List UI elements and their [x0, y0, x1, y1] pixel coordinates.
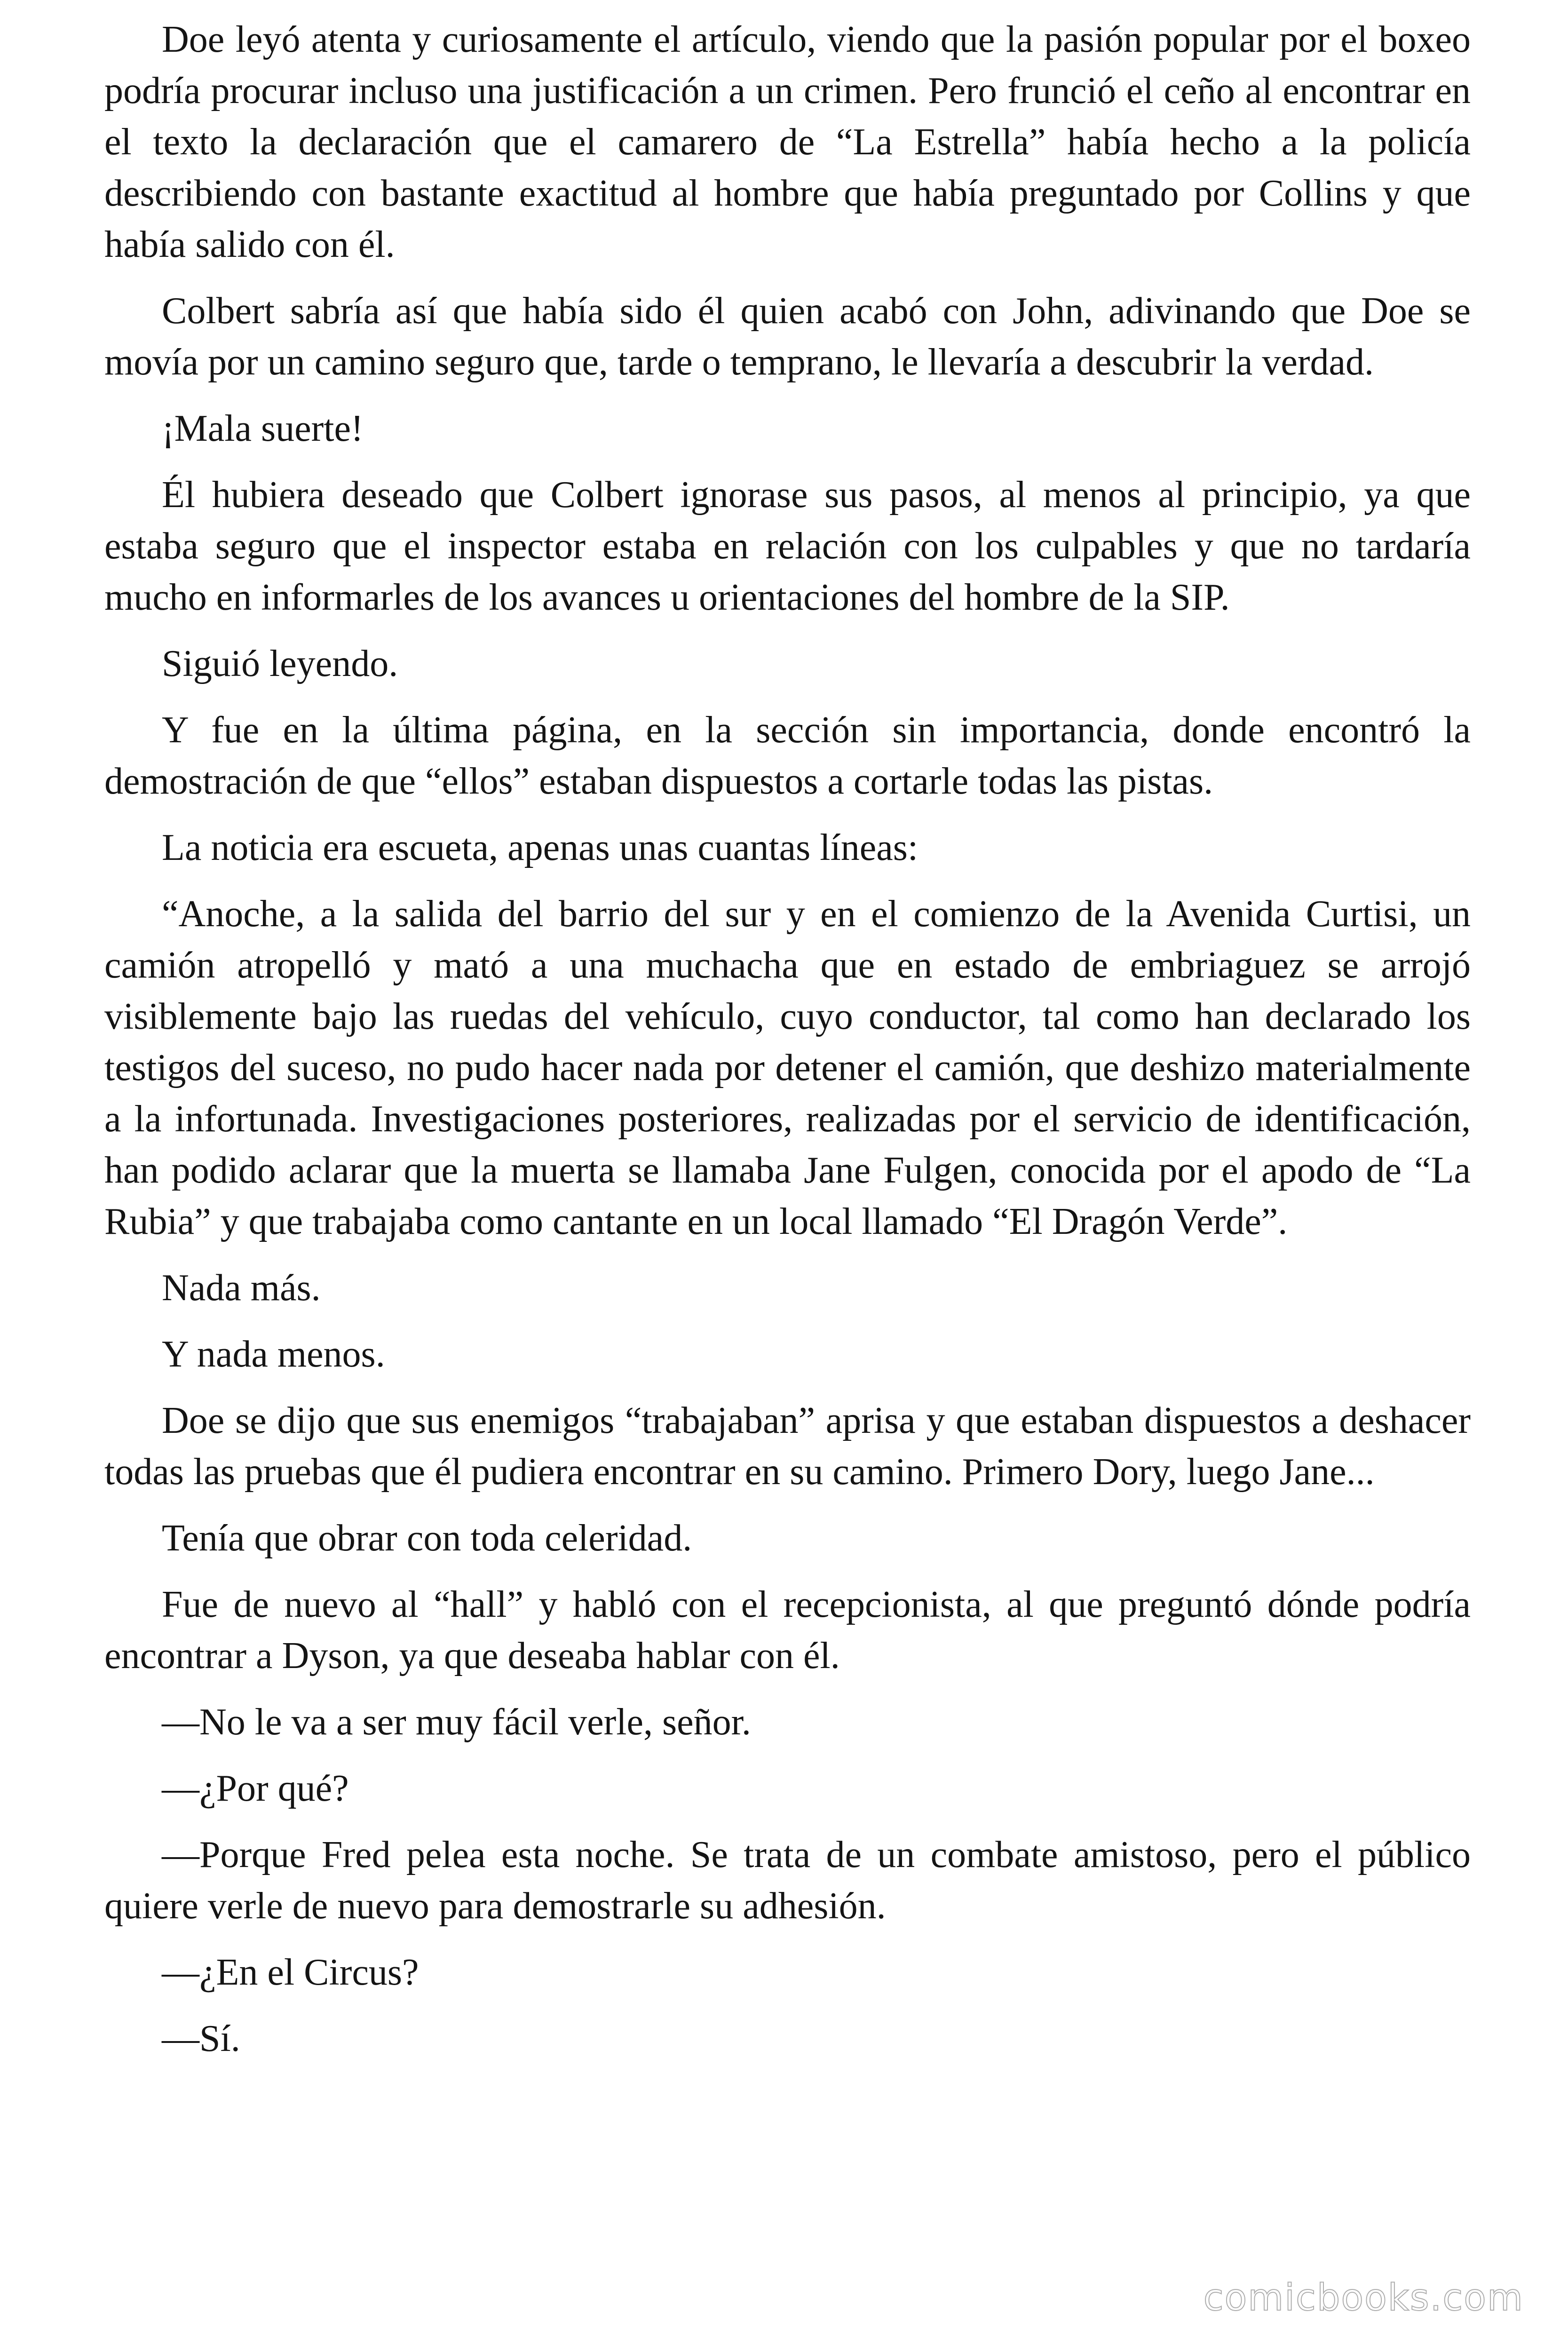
paragraph: Siguió leyendo. [162, 643, 398, 684]
paragraph: ¡Mala suerte! [162, 408, 364, 449]
dialogue-line: —¿En el Circus? [162, 1952, 419, 1993]
dialogue-line: —¿Por qué? [162, 1768, 349, 1809]
paragraph: La noticia era escueta, apenas unas cuantas líneas: [162, 827, 919, 868]
paragraph: Fue de nuevo al “hall” y habló con el recepcionista, al que preguntó dónde podría encontrar a Dyson, ya que deseaba hablar con él. [104, 1584, 1471, 1677]
paragraph: Tenía que obrar con toda celeridad. [162, 1518, 692, 1559]
paragraph: Doe leyó atenta y curiosamente el artículo, viendo que la pasión popular por el boxeo podría procurar incluso una justificación a un crimen. Pero frunció el ceño al encontrar en el texto la declaración que el camarero de “La Estrella” había hecho a la policía describiendo con bastante exactitud al hombre que había preguntado por Collins y que había salido con él. [104, 19, 1471, 265]
page-body [104, 14, 1471, 2080]
paragraph: Y fue en la última página, en la sección sin importancia, donde encontró la demostración de que “ellos” estaban dispuestos a cortarle todas las pistas. [104, 709, 1471, 802]
watermark: comicbooks.com [1203, 2277, 1524, 2319]
paragraph: Él hubiera deseado que Colbert ignorase sus pasos, al menos al principio, ya que estaba seguro que el inspector estaba en relación con los culpables y que no tardaría mucho en informarles de los avances u orientaciones del hombre de la SIP. [104, 474, 1471, 618]
paragraph: Colbert sabría así que había sido él quien acabó con John, adivinando que Doe se movía por un camino seguro que, tarde o temprano, le llevaría a descubrir la verdad. [104, 290, 1471, 383]
paragraph: Doe se dijo que sus enemigos “trabajaban” aprisa y que estaban dispuestos a deshacer todas las pruebas que él pudiera encontrar en su camino. Primero Dory, luego Jane... [104, 1400, 1471, 1493]
paragraph: “Anoche, a la salida del barrio del sur y en el comienzo de la Avenida Curtisi, un camión atropelló y mató a una muchacha que en estado de embriaguez se arrojó visiblemente bajo las ruedas del vehículo, cuyo conductor, tal como han declarado los testigos del suceso, no pudo hacer nada por detener el camión, que deshizo materialmente a la infortunada. Investigaciones posteriores, realizadas por el servicio de identificación, han podido aclarar que la muerta se llamaba Jane Fulgen, conocida por el apodo de “La Rubia” y que trabajaba como cantante en un local llamado “El Dragón Verde”. [104, 893, 1471, 1242]
paragraph: Y nada menos. [162, 1334, 385, 1375]
paragraph: Nada más. [162, 1267, 321, 1309]
dialogue-line: —Sí. [162, 2018, 240, 2059]
dialogue-line: —Porque Fred pelea esta noche. Se trata de un combate amistoso, pero el público quiere verle de nuevo para demostrarle su adhesión. [104, 1834, 1471, 1927]
dialogue-line: —No le va a ser muy fácil verle, señor. [162, 1701, 751, 1743]
